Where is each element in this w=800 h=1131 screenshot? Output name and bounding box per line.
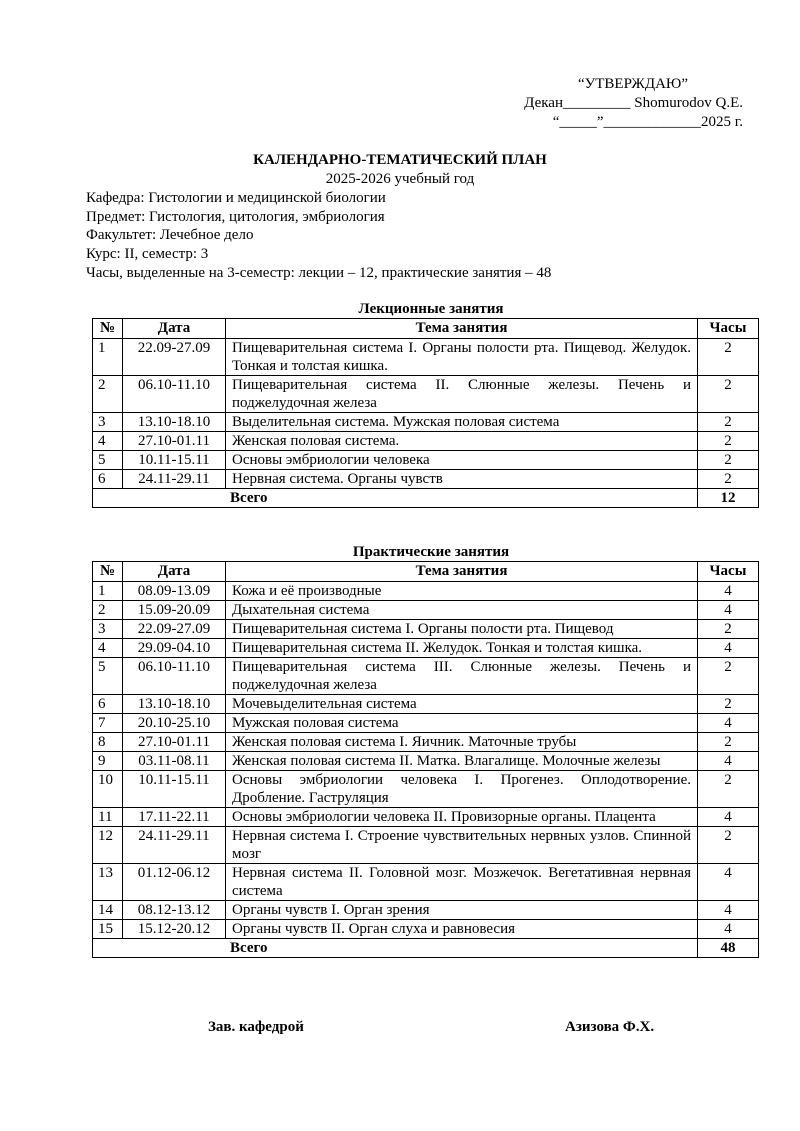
- signature-name: Азизова Ф.Х.: [565, 1019, 655, 1035]
- document-title: КАЛЕНДАРНО-ТЕМАТИЧЕСКИЙ ПЛАН: [253, 152, 547, 168]
- cell-date: 08.12-13.12: [123, 901, 226, 920]
- cell-topic: Кожа и её производные: [226, 582, 698, 601]
- cell-number: 4: [93, 639, 123, 658]
- cell-date: 10.11-15.11: [123, 771, 226, 808]
- cell-hours: 2: [698, 470, 759, 489]
- table-row: [93, 752, 759, 771]
- cell-number: 5: [93, 451, 123, 470]
- cell-hours: 4: [698, 639, 759, 658]
- cell-date: 13.10-18.10: [123, 413, 226, 432]
- table-row: [93, 808, 759, 827]
- total-label: Всего: [93, 489, 698, 508]
- cell-hours: 2: [698, 827, 759, 864]
- cell-hours: 4: [698, 920, 759, 939]
- cell-date: 03.11-08.11: [123, 752, 226, 771]
- cell-hours: 2: [698, 658, 759, 695]
- cell-number: 5: [93, 658, 123, 695]
- cell-number: 1: [93, 582, 123, 601]
- cell-date: 15.12-20.12: [123, 920, 226, 939]
- lectures-table: [92, 318, 759, 508]
- cell-hours: 2: [698, 695, 759, 714]
- col-header-hours: Часы: [698, 562, 759, 582]
- col-header-topic: Тема занятия: [226, 319, 698, 339]
- cell-number: 3: [93, 620, 123, 639]
- cell-number: 13: [93, 864, 123, 901]
- cell-date: 15.09-20.09: [123, 601, 226, 620]
- table-row: [93, 470, 759, 489]
- cell-topic: Дыхательная система: [226, 601, 698, 620]
- total-row: [93, 489, 759, 508]
- table-row: [93, 827, 759, 864]
- cell-topic: Женская половая система I. Яичник. Маточные трубы: [226, 733, 698, 752]
- total-value: 48: [698, 939, 759, 958]
- col-header-date: Дата: [123, 319, 226, 339]
- col-header-hours: Часы: [698, 319, 759, 339]
- cell-number: 6: [93, 695, 123, 714]
- signature-role: Зав. кафедрой: [208, 1019, 304, 1035]
- table-row: [93, 376, 759, 413]
- table-row: [93, 714, 759, 733]
- cell-hours: 2: [698, 733, 759, 752]
- col-header-number: №: [93, 562, 123, 582]
- cell-number: 15: [93, 920, 123, 939]
- cell-hours: 2: [698, 620, 759, 639]
- cell-number: 1: [93, 339, 123, 376]
- cell-topic: Нервная система II. Головной мозг. Мозжечок. Вегетативная нервная система: [226, 864, 698, 901]
- total-label: Всего: [93, 939, 698, 958]
- cell-date: 27.10-01.11: [123, 432, 226, 451]
- cell-topic: Нервная система I. Строение чувствительных нервных узлов. Спинной мозг: [226, 827, 698, 864]
- table-row: [93, 451, 759, 470]
- col-header-topic: Тема занятия: [226, 562, 698, 582]
- cell-number: 14: [93, 901, 123, 920]
- cell-date: 24.11-29.11: [123, 827, 226, 864]
- cell-date: 27.10-01.11: [123, 733, 226, 752]
- cell-topic: Нервная система. Органы чувств: [226, 470, 698, 489]
- table-row: [93, 582, 759, 601]
- table-row: [93, 733, 759, 752]
- table-row: [93, 339, 759, 376]
- cell-number: 2: [93, 601, 123, 620]
- cell-date: 22.09-27.09: [123, 620, 226, 639]
- cell-topic: Пищеварительная система III. Слюнные железы. Печень и поджелудочная железа: [226, 658, 698, 695]
- cell-hours: 4: [698, 901, 759, 920]
- cell-hours: 2: [698, 771, 759, 808]
- table-row: [93, 864, 759, 901]
- cell-date: 01.12-06.12: [123, 864, 226, 901]
- cell-topic: Основы эмбриологии человека: [226, 451, 698, 470]
- table-row: [93, 695, 759, 714]
- document-title-block: [0, 151, 800, 189]
- table-row: [93, 620, 759, 639]
- cell-hours: 4: [698, 601, 759, 620]
- cell-number: 8: [93, 733, 123, 752]
- cell-number: 3: [93, 413, 123, 432]
- cell-number: 10: [93, 771, 123, 808]
- cell-topic: Пищеварительная система I. Органы полости рта. Пищевод: [226, 620, 698, 639]
- cell-number: 12: [93, 827, 123, 864]
- cell-hours: 2: [698, 339, 759, 376]
- table-row: [93, 658, 759, 695]
- cell-date: 10.11-15.11: [123, 451, 226, 470]
- table-row: [93, 432, 759, 451]
- cell-topic: Основы эмбриологии человека II. Провизорные органы. Плацента: [226, 808, 698, 827]
- cell-topic: Выделительная система. Мужская половая система: [226, 413, 698, 432]
- cell-number: 7: [93, 714, 123, 733]
- table-row: [93, 901, 759, 920]
- academic-year: 2025-2026 учебный год: [325, 171, 475, 187]
- table-row: [93, 771, 759, 808]
- cell-topic: Мужская половая система: [226, 714, 698, 733]
- total-value: 12: [698, 489, 759, 508]
- cell-topic: Органы чувств II. Орган слуха и равновесия: [226, 920, 698, 939]
- cell-topic: Органы чувств I. Орган зрения: [226, 901, 698, 920]
- cell-date: 24.11-29.11: [123, 470, 226, 489]
- cell-date: 06.10-11.10: [123, 658, 226, 695]
- table-row: [93, 413, 759, 432]
- cell-hours: 2: [698, 376, 759, 413]
- cell-number: 9: [93, 752, 123, 771]
- subject-line: Предмет: Гистология, цитология, эмбриология: [86, 208, 385, 225]
- cell-number: 11: [93, 808, 123, 827]
- faculty-line: Факультет: Лечебное дело: [86, 227, 254, 244]
- cell-hours: 4: [698, 752, 759, 771]
- cell-hours: 4: [698, 864, 759, 901]
- table-header-row: [93, 562, 759, 582]
- cell-hours: 2: [698, 451, 759, 470]
- table-header-row: [93, 319, 759, 339]
- practicals-table: [92, 561, 759, 958]
- cell-topic: Пищеварительная система II. Слюнные железы. Печень и поджелудочная железа: [226, 376, 698, 413]
- cell-topic: Пищеварительная система I. Органы полости рта. Пищевод. Желудок. Тонкая и толстая кишка.: [226, 339, 698, 376]
- col-header-number: №: [93, 319, 123, 339]
- cell-hours: 4: [698, 582, 759, 601]
- cell-hours: 4: [698, 808, 759, 827]
- cell-hours: 2: [698, 413, 759, 432]
- cell-hours: 2: [698, 432, 759, 451]
- approval-dean-line: Декан_________ Shomurodov Q.E.: [524, 95, 743, 111]
- cell-hours: 4: [698, 714, 759, 733]
- total-row: [93, 939, 759, 958]
- department-line: Кафедра: Гистологии и медицинской биологии: [86, 190, 386, 206]
- cell-topic: Пищеварительная система II. Желудок. Тонкая и толстая кишка.: [226, 639, 698, 658]
- cell-number: 2: [93, 376, 123, 413]
- cell-date: 22.09-27.09: [123, 339, 226, 376]
- course-info: [86, 189, 551, 283]
- hours-line: Часы, выделенные на 3-семестр: лекции – 12, практические занятия – 48: [86, 264, 552, 281]
- cell-date: 13.10-18.10: [123, 695, 226, 714]
- table-row: [93, 920, 759, 939]
- cell-date: 08.09-13.09: [123, 582, 226, 601]
- cell-topic: Женская половая система II. Матка. Влагалище. Молочные железы: [226, 752, 698, 771]
- table-row: [93, 601, 759, 620]
- cell-topic: Основы эмбриологии человека I. Прогенез. Оплодотворение. Дробление. Гаструляция: [226, 771, 698, 808]
- cell-date: 17.11-22.11: [123, 808, 226, 827]
- cell-number: 4: [93, 432, 123, 451]
- cell-number: 6: [93, 470, 123, 489]
- cell-date: 29.09-04.10: [123, 639, 226, 658]
- approval-block: [524, 75, 743, 132]
- approval-date-line: “_____”_____________2025 г.: [552, 114, 743, 130]
- cell-topic: Мочевыделительная система: [226, 695, 698, 714]
- cell-topic: Женская половая система.: [226, 432, 698, 451]
- cell-date: 20.10-25.10: [123, 714, 226, 733]
- approval-heading: “УТВЕРЖДАЮ”: [577, 76, 688, 92]
- lectures-title: Лекционные занятия: [358, 301, 504, 317]
- course-line: Курс: II, семестр: 3: [86, 246, 209, 263]
- cell-date: 06.10-11.10: [123, 376, 226, 413]
- table-row: [93, 639, 759, 658]
- col-header-date: Дата: [123, 562, 226, 582]
- practicals-title: Практические занятия: [352, 544, 510, 560]
